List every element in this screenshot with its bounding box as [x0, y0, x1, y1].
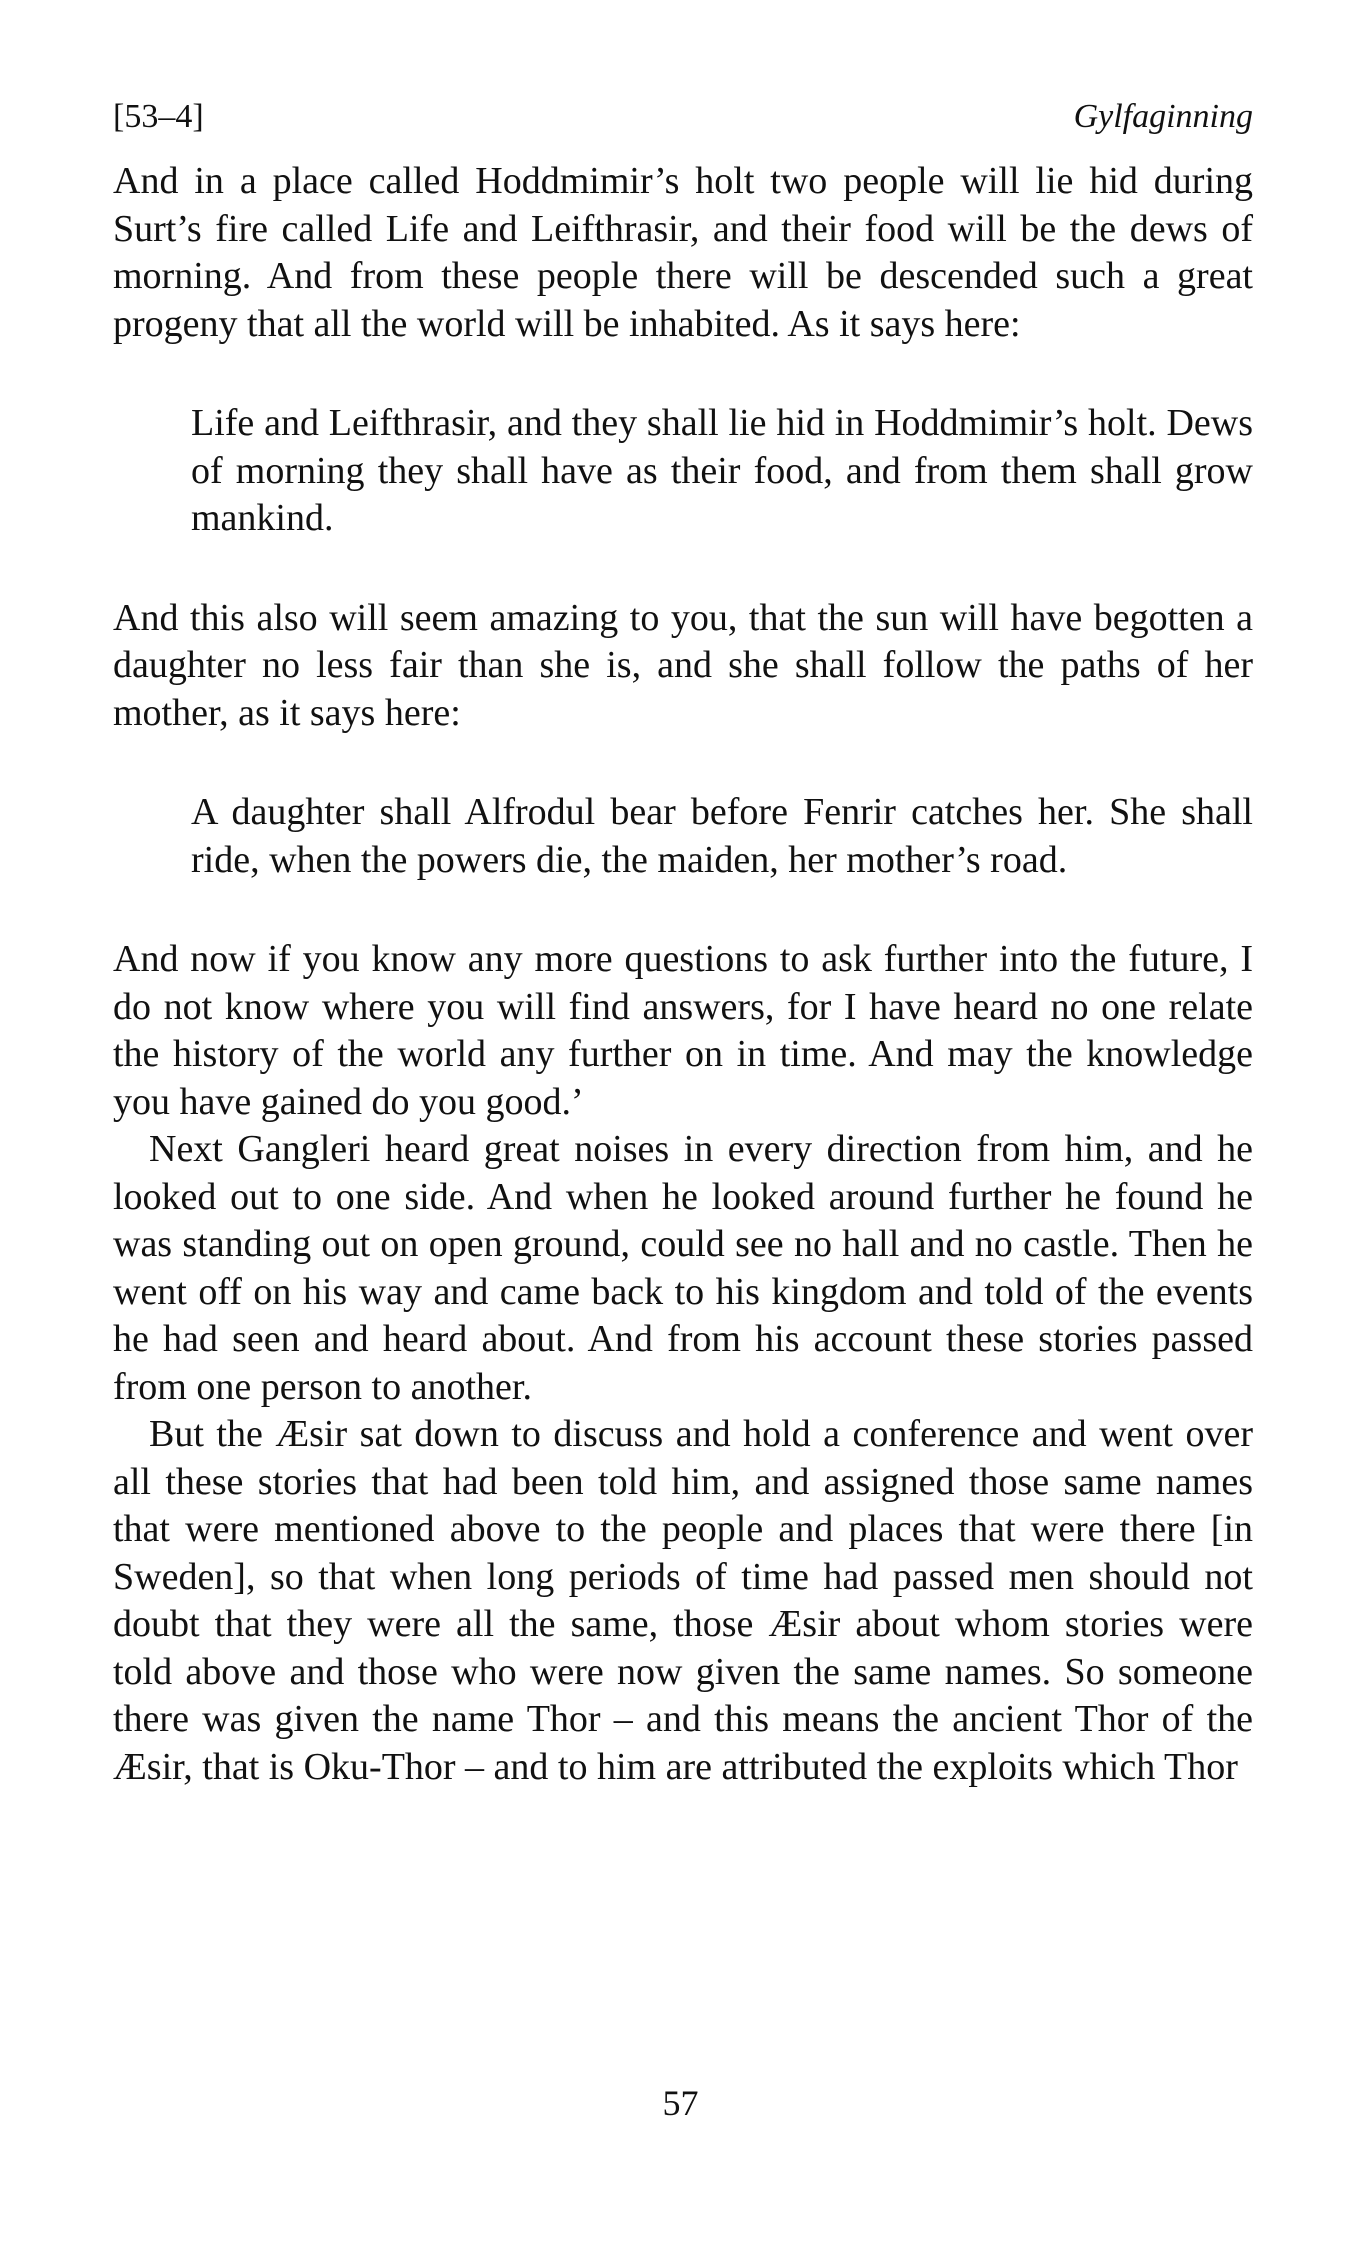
paragraph-questions: And now if you know any more questions to ask further into the future, I do not know where you will find answers, for I have heard no one relate the history of the world any further on in time. And may the knowledge you have gained do you good.’	[113, 938, 1253, 1123]
section-reference: [53–4]	[113, 98, 204, 135]
book-page	[113, 98, 1253, 1791]
paragraph-sun-daughter: And this also will seem amazing to you, that the sun will have begotten a daughter no less fair than she is, and she shall follow the paths of her mother, as it says here:	[113, 596, 1253, 734]
verse-quote-life-leifthrasir	[191, 400, 1253, 543]
page-number: 57	[662, 2083, 699, 2123]
verse-quote-alfrodul	[191, 789, 1253, 884]
paragraph-hoddmimir: And in a place called Hoddmimir’s holt two people will lie hid during Surt’s fire called Life and Leifthrasir, and their food will be the dews of morning. And from these people there will be descended such a great progeny that all the world will be inhabited. As it says here:	[113, 160, 1253, 345]
verse-text: Life and Leifthrasir, and they shall lie hid in Hoddmimir’s holt. Dews of morning they shall have as their food, and from them shall grow mankind.	[191, 402, 1253, 539]
paragraph-gangleri: Next Gangleri heard great noises in every direction from him, and he looked out to one side. And when he looked around further he found he was standing out on open ground, could see no hall and no castle. Then he went off on his way and came back to his kingdom and told of the events he had seen and heard about. And from his account these stories passed from one person to another.	[113, 1128, 1253, 1408]
running-title: Gylfaginning	[1073, 98, 1253, 135]
verse-text: A daughter shall Alfrodul bear before Fenrir catches her. She shall ride, when the powers die, the maiden, her mother’s road.	[191, 791, 1253, 881]
paragraph-aesir-conference: But the Æsir sat down to discuss and hold a conference and went over all these stories that had been told him, and assigned those same names that were mentioned above to the people and places that were there [in Sweden], so that when long periods of time had passed men should not doubt that they were all the same, those Æsir about whom stories were told above and those who were now given the same names. So someone there was given the name Thor – and this means the ancient Thor of the Æsir, that is Oku-Thor – and to him are attributed the exploits which Thor	[113, 1413, 1253, 1788]
body-text	[113, 158, 1253, 1791]
running-header	[113, 98, 1253, 136]
